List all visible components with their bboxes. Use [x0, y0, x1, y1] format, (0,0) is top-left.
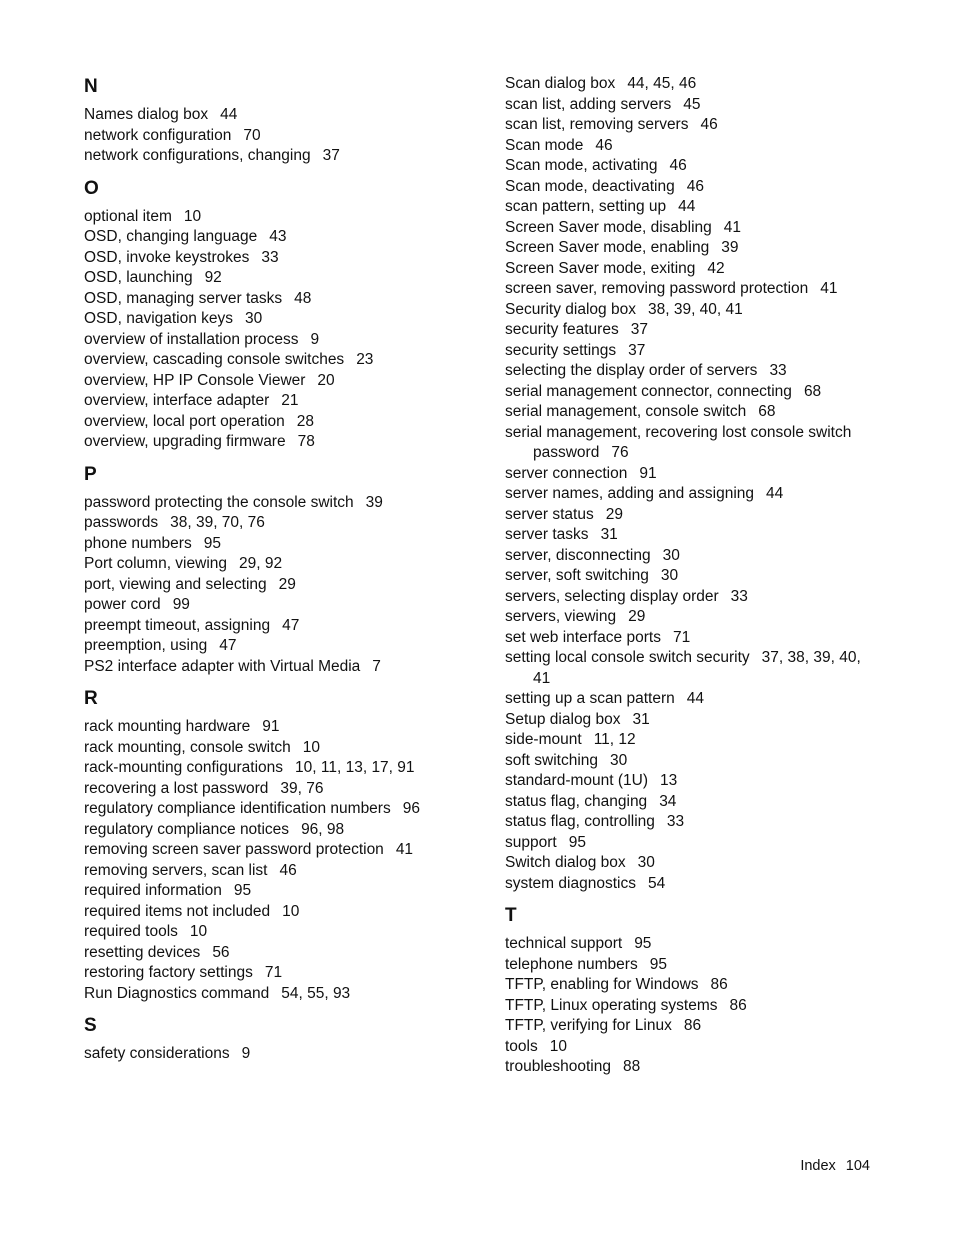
index-entry: [84, 513, 474, 534]
entry-pages: 46: [700, 116, 718, 133]
index-entry: [84, 309, 474, 330]
entry-pages: 21: [281, 392, 299, 409]
index-entry: [505, 177, 875, 198]
entry-term: rack-mounting configurations: [84, 759, 284, 776]
index-entry: [84, 963, 474, 984]
entry-term: Scan mode, deactivating: [505, 177, 675, 195]
entry-pages: 71: [264, 964, 283, 981]
entry-term: status flag, changing: [505, 792, 648, 810]
entry-term: preemption, using: [84, 637, 208, 654]
entry-pages: 29: [628, 608, 646, 625]
entry-term: status flag, controlling: [505, 813, 655, 830]
entry-term: removing servers, scan list: [84, 861, 268, 879]
entry-term: setting up a scan pattern: [505, 690, 675, 707]
entry-pages: 46: [595, 136, 613, 154]
index-entry: [505, 156, 875, 177]
entry-pages: 34: [659, 792, 677, 810]
index-entry: [505, 1037, 875, 1058]
entry-term: setting local console switch security: [505, 649, 750, 666]
index-entry: [505, 218, 875, 239]
entry-term: TFTP, enabling for Windows: [505, 976, 699, 993]
entry-term: overview, local port operation: [84, 412, 285, 430]
entry-term: Security dialog box: [505, 300, 636, 318]
index-entry: [505, 751, 875, 772]
entry-list: [84, 1044, 474, 1065]
index-section: [84, 176, 474, 453]
entry-pages: 42: [707, 259, 725, 277]
entry-pages: 96: [402, 800, 420, 817]
index-entry: [84, 350, 474, 371]
entry-term: Port column, viewing: [84, 555, 228, 572]
index-entry: [505, 833, 875, 854]
entry-pages: 46: [669, 157, 687, 174]
entry-pages: 11, 12: [593, 731, 636, 748]
index-entry: [84, 717, 474, 738]
entry-term: scan list, removing servers: [505, 116, 689, 133]
index-entry: [84, 412, 474, 433]
index-entry: [84, 902, 474, 923]
index-section: [84, 462, 474, 678]
entry-term: required items not included: [84, 902, 271, 920]
index-entry: [84, 799, 474, 820]
index-entry: [505, 320, 875, 341]
entry-term: side-mount: [505, 731, 582, 748]
entry-pages: 95: [233, 882, 252, 899]
entry-term: regulatory compliance notices: [84, 820, 290, 838]
entry-pages: 30: [662, 546, 680, 564]
entry-term: Screen Saver mode, enabling: [505, 239, 710, 256]
index-entry: [505, 996, 875, 1017]
entry-term: servers, selecting display order: [505, 587, 719, 605]
entry-pages: 47: [282, 616, 300, 634]
index-entry: [84, 575, 474, 596]
entry-list: [84, 493, 474, 678]
entry-pages: 91: [262, 718, 280, 735]
index-entry: [84, 289, 474, 310]
entry-pages: 10: [302, 738, 321, 756]
index-entry: [505, 238, 875, 259]
entry-pages: 37: [322, 147, 340, 164]
entry-pages: 38, 39, 70, 76: [170, 514, 265, 531]
entry-term: server, soft switching: [505, 567, 649, 584]
entry-pages: 30: [245, 310, 263, 327]
entry-pages: 41: [723, 218, 742, 236]
entry-pages: 29, 92: [239, 555, 283, 572]
footer-page-number: 104: [845, 1158, 870, 1174]
entry-term: system diagnostics: [505, 874, 636, 892]
index-section: [505, 903, 875, 1078]
entry-term: overview, upgrading firmware: [84, 433, 286, 450]
entry-term: PS2 interface adapter with Virtual Media: [84, 657, 361, 675]
entry-pages: 9: [241, 1045, 251, 1062]
index-entry: [505, 525, 875, 546]
index-entry: [505, 341, 875, 362]
index-entry: [84, 432, 474, 453]
entry-pages: 78: [297, 433, 315, 450]
entry-term: serial management connector, connecting: [505, 382, 792, 400]
index-entry: [505, 730, 875, 751]
index-entry: [84, 861, 474, 882]
entry-pages: 10: [183, 207, 202, 225]
index-entry: [505, 607, 875, 628]
entry-list: [84, 207, 474, 453]
entry-term: set web interface ports: [505, 628, 661, 646]
entry-pages: 68: [758, 403, 776, 420]
index-column-right: [505, 74, 875, 1087]
entry-term: servers, viewing: [505, 608, 617, 625]
entry-pages: 96, 98: [301, 820, 345, 838]
entry-pages: 37: [630, 321, 648, 338]
entry-pages: 44: [678, 198, 696, 215]
index-entry: [505, 648, 875, 689]
index-entry: [505, 423, 875, 464]
entry-term: security settings: [505, 341, 617, 359]
index-entry: [84, 146, 474, 167]
entry-pages: 88: [623, 1058, 641, 1075]
entry-term: port, viewing and selecting: [84, 575, 267, 593]
entry-term: Setup dialog box: [505, 710, 621, 728]
index-entry: [84, 1044, 474, 1065]
entry-pages: 10, 11, 13, 17, 91: [295, 759, 415, 776]
entry-pages: 54, 55, 93: [281, 984, 351, 1002]
index-entry: [84, 738, 474, 759]
entry-pages: 30: [610, 751, 628, 769]
entry-term: serial management, recovering lost console switch password: [505, 423, 852, 461]
entry-pages: 91: [639, 464, 657, 482]
entry-term: server, disconnecting: [505, 546, 651, 564]
index-entry: [505, 853, 875, 874]
entry-list: [84, 717, 474, 1004]
entry-term: required information: [84, 882, 222, 899]
entry-term: selecting the display order of servers: [505, 362, 758, 379]
entry-term: serial management, console switch: [505, 403, 747, 420]
index-entry: [505, 566, 875, 587]
entry-pages: 10: [282, 902, 300, 920]
section-letter: O: [84, 177, 99, 199]
entry-term: preempt timeout, assigning: [84, 616, 271, 634]
entry-pages: 46: [279, 861, 297, 879]
entry-term: soft switching: [505, 751, 599, 769]
index-section: [505, 74, 875, 894]
entry-term: scan list, adding servers: [505, 95, 672, 113]
entry-pages: 33: [666, 813, 685, 830]
page-footer: [800, 1158, 870, 1174]
entry-pages: 44, 45, 46: [627, 75, 697, 92]
entry-pages: 47: [219, 637, 237, 654]
entry-pages: 33: [730, 587, 748, 605]
entry-pages: 33: [769, 362, 787, 379]
entry-term: optional item: [84, 207, 172, 225]
index-entry: [505, 95, 875, 116]
entry-term: Screen Saver mode, disabling: [505, 218, 712, 236]
index-entry: [505, 484, 875, 505]
entry-pages: 99: [172, 596, 190, 613]
index-section: [84, 686, 474, 1004]
entry-term: TFTP, Linux operating systems: [505, 996, 718, 1014]
entry-pages: 28: [296, 412, 315, 430]
entry-pages: 20: [317, 371, 335, 389]
entry-pages: 95: [568, 833, 586, 851]
entry-pages: 92: [204, 269, 222, 286]
entry-term: TFTP, verifying for Linux: [505, 1017, 672, 1034]
entry-pages: 86: [683, 1017, 702, 1034]
index-entry: [84, 391, 474, 412]
index-entry: [505, 1016, 875, 1037]
entry-pages: 44: [220, 106, 238, 123]
index-entry: [84, 657, 474, 678]
index-entry: [505, 1057, 875, 1078]
entry-term: overview, cascading console switches: [84, 351, 345, 368]
index-entry: [505, 934, 875, 955]
entry-pages: 46: [686, 177, 704, 195]
index-entry: [505, 975, 875, 996]
index-entry: [84, 758, 474, 779]
index-entry: [505, 505, 875, 526]
entry-pages: 70: [243, 126, 261, 144]
entry-pages: 43: [269, 228, 287, 245]
index-entry: [84, 595, 474, 616]
entry-term: password protecting the console switch: [84, 493, 354, 511]
index-entry: [505, 464, 875, 485]
index-entry: [505, 300, 875, 321]
entry-pages: 29: [278, 575, 296, 593]
index-entry: [84, 636, 474, 657]
index-entry: [84, 534, 474, 555]
entry-pages: 31: [632, 710, 650, 728]
entry-term: network configuration: [84, 126, 232, 144]
index-entry: [84, 840, 474, 861]
entry-term: tools: [505, 1037, 538, 1055]
entry-term: server tasks: [505, 526, 589, 543]
entry-pages: 44: [686, 690, 705, 707]
entry-term: recovering a lost password: [84, 779, 269, 797]
entry-term: safety considerations: [84, 1045, 230, 1062]
section-letter: T: [505, 905, 517, 926]
entry-term: overview, interface adapter: [84, 392, 270, 409]
entry-term: removing screen saver password protection: [84, 841, 384, 858]
entry-term: OSD, launching: [84, 269, 193, 286]
entry-pages: 86: [729, 996, 747, 1014]
entry-term: overview of installation process: [84, 330, 299, 348]
section-letter: S: [84, 1015, 97, 1036]
footer-label: Index: [800, 1158, 836, 1174]
entry-pages: 56: [212, 943, 230, 961]
entry-term: technical support: [505, 935, 623, 952]
index-entry: [84, 922, 474, 943]
entry-pages: 37: [628, 341, 646, 359]
entry-term: Scan dialog box: [505, 75, 616, 92]
entry-term: rack mounting, console switch: [84, 738, 291, 756]
index-entry: [505, 628, 875, 649]
entry-pages: 13: [660, 772, 678, 789]
section-letter: P: [84, 463, 97, 485]
index-entry: [505, 587, 875, 608]
entry-term: Scan mode, activating: [505, 157, 658, 174]
entry-term: overview, HP IP Console Viewer: [84, 371, 306, 389]
index-entry: [84, 227, 474, 248]
index-entry: [505, 279, 875, 300]
entry-pages: 41: [395, 841, 414, 858]
entry-term: network configurations, changing: [84, 147, 311, 164]
entry-term: OSD, changing language: [84, 228, 258, 245]
index-entry: [84, 268, 474, 289]
entry-pages: 95: [203, 534, 221, 552]
index-entry: [84, 248, 474, 269]
entry-term: server connection: [505, 464, 628, 482]
index-entry: [505, 74, 875, 95]
index-entry: [505, 197, 875, 218]
index-entry: [505, 710, 875, 731]
entry-pages: 23: [356, 351, 374, 368]
index-entry: [84, 881, 474, 902]
index-entry: [505, 361, 875, 382]
index-entry: [505, 874, 875, 895]
index-entry: [84, 943, 474, 964]
index-entry: [84, 820, 474, 841]
index-section: [84, 74, 474, 167]
entry-term: server status: [505, 505, 594, 523]
entry-list: [84, 105, 474, 167]
index-entry: [505, 402, 875, 423]
index-entry: [505, 382, 875, 403]
entry-pages: 30: [660, 567, 679, 584]
entry-term: phone numbers: [84, 534, 192, 552]
entry-term: support: [505, 833, 557, 851]
entry-pages: 10: [549, 1037, 567, 1055]
entry-term: restoring factory settings: [84, 964, 253, 981]
entry-term: required tools: [84, 923, 178, 940]
entry-pages: 54: [647, 874, 666, 892]
entry-pages: 37, 38, 39, 40, 41: [533, 649, 861, 687]
entry-pages: 7: [372, 657, 381, 675]
section-letter: R: [84, 688, 98, 709]
entry-term: OSD, navigation keys: [84, 310, 234, 327]
entry-term: OSD, managing server tasks: [84, 289, 283, 307]
index-entry: [84, 207, 474, 228]
index-entry: [84, 616, 474, 637]
entry-term: regulatory compliance identification numbers: [84, 800, 391, 817]
entry-pages: 71: [672, 628, 691, 646]
entry-pages: 95: [649, 955, 667, 973]
entry-pages: 95: [634, 935, 652, 952]
index-entry: [84, 493, 474, 514]
index-entry: [505, 955, 875, 976]
entry-pages: 39, 76: [280, 779, 324, 797]
index-column-left: [84, 74, 474, 1074]
entry-term: security features: [505, 321, 619, 338]
entry-pages: 41: [820, 280, 838, 297]
entry-pages: 48: [294, 289, 312, 307]
entry-term: power cord: [84, 596, 161, 613]
index-entry: [505, 812, 875, 833]
entry-pages: 76: [611, 444, 629, 461]
entry-term: scan pattern, setting up: [505, 198, 667, 215]
entry-pages: 39: [721, 239, 739, 256]
entry-pages: 45: [683, 95, 701, 113]
entry-list: [505, 74, 875, 894]
entry-pages: 31: [600, 526, 618, 543]
entry-term: telephone numbers: [505, 955, 638, 973]
entry-term: screen saver, removing password protection: [505, 280, 809, 297]
index-entry: [505, 792, 875, 813]
index-entry: [505, 689, 875, 710]
entry-term: server names, adding and assigning: [505, 485, 755, 502]
entry-term: resetting devices: [84, 943, 201, 961]
entry-pages: 68: [803, 382, 822, 400]
entry-term: OSD, invoke keystrokes: [84, 248, 250, 266]
entry-pages: 10: [189, 923, 208, 940]
index-entry: [505, 115, 875, 136]
entry-term: Names dialog box: [84, 106, 209, 123]
index-entry: [84, 105, 474, 126]
entry-list: [505, 934, 875, 1078]
entry-pages: 44: [766, 485, 784, 502]
index-entry: [84, 330, 474, 351]
entry-term: standard-mount (1U): [505, 772, 649, 789]
section-letter: N: [84, 76, 98, 97]
index-entry: [505, 136, 875, 157]
entry-term: rack mounting hardware: [84, 718, 251, 735]
entry-term: Switch dialog box: [505, 854, 626, 871]
entry-term: Scan mode: [505, 136, 584, 154]
entry-pages: 39: [365, 493, 383, 511]
entry-pages: 38, 39, 40, 41: [647, 300, 743, 318]
index-entry: [84, 554, 474, 575]
index-entry: [505, 259, 875, 280]
entry-pages: 86: [710, 976, 728, 993]
entry-pages: 30: [637, 854, 655, 871]
entry-pages: 33: [261, 248, 279, 266]
index-entry: [84, 126, 474, 147]
entry-term: Screen Saver mode, exiting: [505, 259, 696, 277]
index-entry: [84, 779, 474, 800]
index-entry: [505, 771, 875, 792]
entry-term: troubleshooting: [505, 1058, 611, 1075]
index-entry: [84, 371, 474, 392]
entry-term: Run Diagnostics command: [84, 984, 270, 1002]
index-section: [84, 1013, 474, 1065]
index-entry: [505, 546, 875, 567]
index-entry: [84, 984, 474, 1005]
entry-pages: 29: [605, 505, 623, 523]
entry-term: passwords: [84, 514, 159, 531]
entry-pages: 9: [310, 330, 320, 348]
